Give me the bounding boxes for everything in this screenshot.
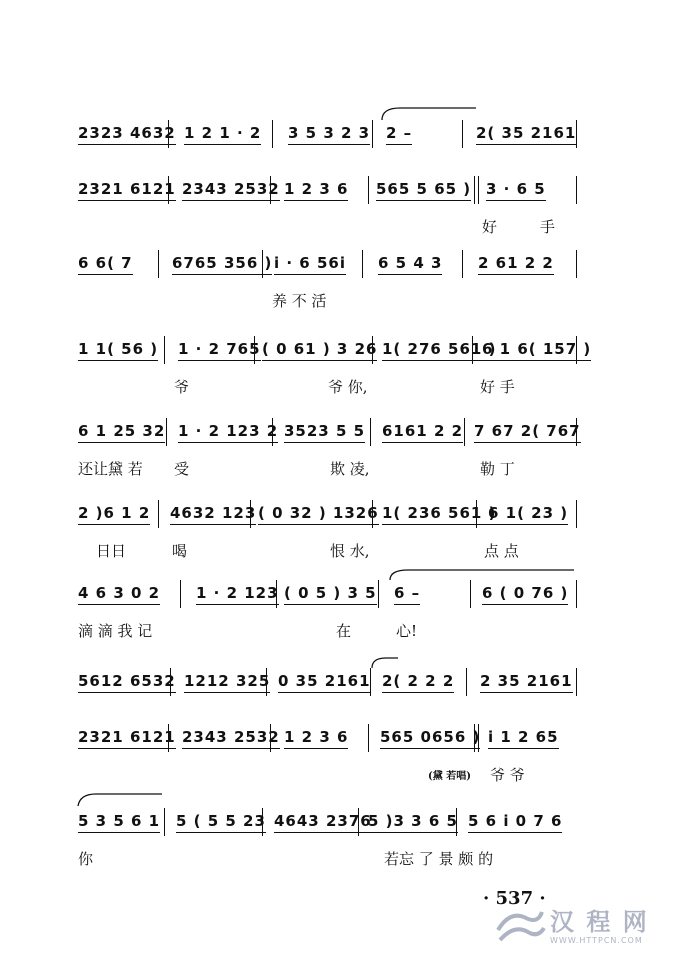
measure: 1 · 2 123 [196,584,279,602]
lyric-text: 喝 [172,542,188,560]
measure: 565 5 65 ) [376,180,472,198]
barline [168,120,169,148]
barline [372,336,373,364]
measure: 2321 6121 [78,180,176,198]
notes-line [0,118,679,152]
measure: 5 6 i 0 7 6 [468,812,563,830]
barline [270,176,271,204]
barline [456,808,457,836]
measure: 1 2 3 6 [284,180,349,198]
measure: 2 )6 1 2 [78,504,151,522]
barline [180,580,181,608]
lyric-text: 好 [482,218,498,236]
lyric-text: 爷 [174,378,190,396]
barline [372,500,373,528]
measure: 2321 6121 [78,728,176,746]
measure: 1 1( 56 ) [78,340,159,358]
barline [272,418,273,446]
barline [168,724,169,752]
lyrics-line [0,620,679,642]
measure: 2( 2 2 2 [382,672,455,690]
measure: 565 0656 ) [380,728,481,746]
lyric-text: 受 [174,460,190,478]
barline [576,580,577,608]
lyrics-line [0,848,679,870]
lyric-text: 爷 你, [328,378,368,396]
lyric-text: 你 [78,850,94,868]
notes-line [0,416,679,450]
lyric-text: 心! [396,622,418,640]
measure: 1 · 2 765 [178,340,261,358]
notes-line [0,334,679,368]
singer-tag: (黛 若唱) [428,771,471,782]
barline [462,120,463,148]
barline [170,668,171,696]
measure: 3523 5 5 [284,422,366,440]
measure: 2 61 2 2 [478,254,554,272]
barline [576,120,577,148]
measure: 6161 2 2 [382,422,464,440]
measure: 3 · 6 5 [486,180,546,198]
measure: 1212 325 [184,672,271,690]
measure: 1 2 1 · 2 [184,124,262,142]
measure: 1 2 3 6 [284,728,349,746]
barline [378,580,379,608]
lyric-text: 还让黛 若 [78,460,143,478]
lyric-text: 爷 爷 [490,766,525,784]
barline [266,668,267,696]
measure: ( 0 32 ) 1326 [258,504,379,522]
barline [472,336,473,364]
lyric-text: 滴 滴 我 记 [78,622,153,640]
barline [250,500,251,528]
barline [276,580,277,608]
measure: 1( 276 561 ) [382,340,497,358]
measure: ( 0 61 ) 3 26 [262,340,378,358]
measure: ( 0 5 ) 3 5 [284,584,377,602]
barline [576,336,577,364]
measure: 2 – [386,124,413,142]
measure: 1 · 2 123 2 [178,422,279,440]
double-barline [474,724,475,752]
notes-line [0,806,679,840]
wave-logo-icon [492,900,548,956]
lyric-text: 手 [540,218,556,236]
barline [270,724,271,752]
measure: 4632 123 [170,504,257,522]
measure: 6 ( 0 76 ) [482,584,569,602]
barline [576,418,577,446]
measure: 6 6( 7 [78,254,133,272]
measure: 2 35 2161 [480,672,573,690]
lyric-text: 若忘 了 景 颇 的 [384,850,494,868]
page-number: · 537 · [483,888,546,909]
measure: 6 – [394,584,421,602]
barline [358,808,359,836]
measure: 5 )3 3 6 5 [368,812,458,830]
barline [164,808,165,836]
barline [576,176,577,204]
barline [262,250,263,278]
notes-line [0,248,679,282]
lyric-text: 勒 丁 [480,460,515,478]
notes-line [0,174,679,208]
measure: 6 5 4 3 [378,254,443,272]
measure: 5 3 5 6 1 [78,812,161,830]
measure: 2( 35 2161 [476,124,577,142]
barline [362,250,363,278]
measure: 3 5 3 2 3 [288,124,371,142]
notes-line [0,578,679,612]
barline [462,250,463,278]
measure: 6 1 25 32 [78,422,166,440]
measure: 6 1( 23 ) [488,504,569,522]
measure: 2343 2532 [182,728,280,746]
measure: 7 67 2( 767 [474,422,581,440]
lyrics-line [0,290,679,312]
barline [370,668,371,696]
barline [368,176,369,204]
barline [368,724,369,752]
measure: 0 35 2161 [278,672,371,690]
barline [476,500,477,528]
barline [166,418,167,446]
lyric-text: 在 [336,622,352,640]
lyrics-line [0,764,679,786]
barline [576,668,577,696]
lyric-text: 欺 凌, [330,460,370,478]
barline [576,500,577,528]
lyric-text: 好 手 [480,378,515,396]
notes-line [0,498,679,532]
measure: 1( 236 561 ) [382,504,497,522]
barline [272,120,273,148]
measure: 2343 2532 [182,180,280,198]
lyrics-line [0,458,679,480]
measure: 5 ( 5 5 23 [176,812,266,830]
barline [158,250,159,278]
barline [466,668,467,696]
lyric-text: 恨 水, [330,542,370,560]
barline [164,336,165,364]
lyric-text: 点 点 [484,542,519,560]
measure: i 1 2 65 [488,728,559,746]
lyrics-line [0,376,679,398]
watermark-url: WWW.HTTPCN.COM [550,936,643,945]
barline [370,418,371,446]
measure: 5612 6532 [78,672,176,690]
barline [464,418,465,446]
lyrics-line [0,216,679,238]
barline [262,808,263,836]
barline [576,250,577,278]
watermark-logo [492,900,672,960]
double-barline [474,176,475,204]
notes-line [0,666,679,700]
barline [168,176,169,204]
watermark-text: 汉 程 网 [550,908,649,936]
barline [470,580,471,608]
measure: 4643 2376 [274,812,372,830]
lyric-text: 日日 [96,542,127,560]
measure: 4 6 3 0 2 [78,584,161,602]
measure: 6765 356 ) [172,254,273,272]
barline [158,500,159,528]
lyric-text: 养 不 活 [272,292,327,310]
barline [254,336,255,364]
measure: 6 1 6( 157 ) [482,340,592,358]
measure: 2323 4632 [78,124,176,142]
measure: i · 6 56i [274,254,346,272]
barline [372,120,373,148]
lyrics-line [0,540,679,562]
notes-line [0,722,679,756]
